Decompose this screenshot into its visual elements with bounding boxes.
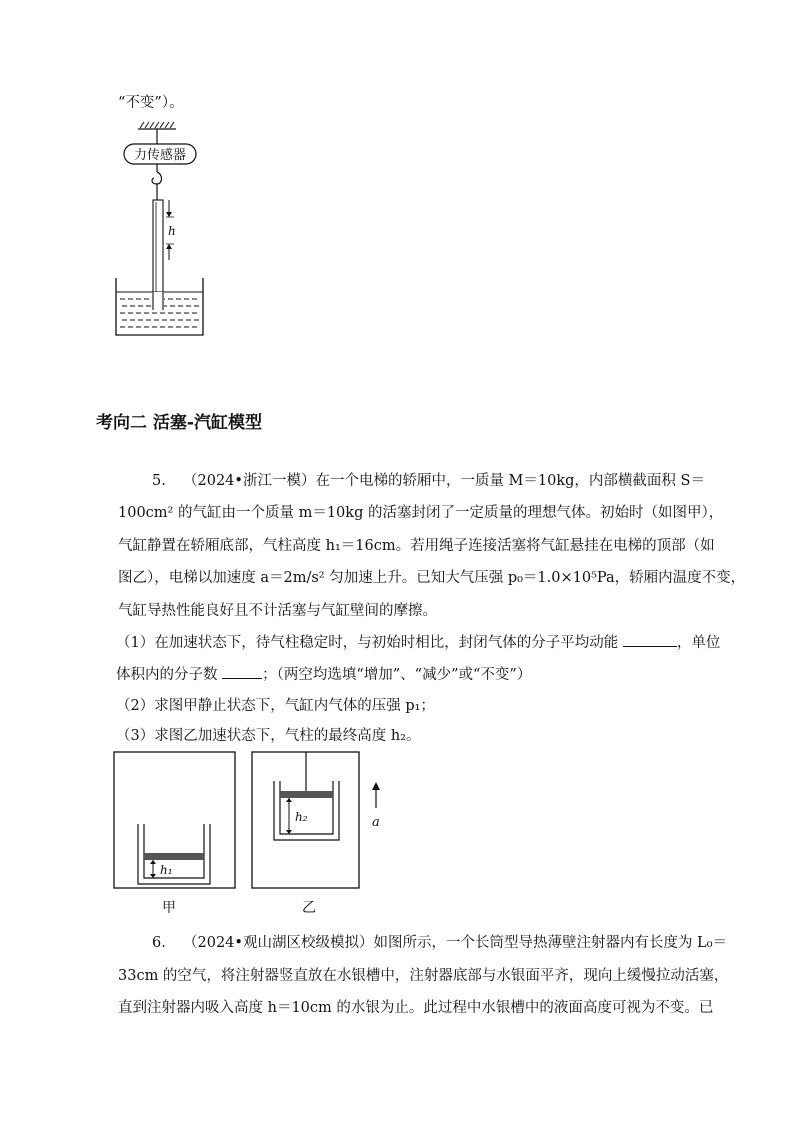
h1-label: h₁: [160, 863, 173, 877]
q1-text-d: ；（两空均选填“增加”、“减少”或“不变”）: [262, 667, 532, 683]
section-title: 考向二 活塞-汽缸模型: [96, 413, 262, 433]
q1-text-b: ，单位: [676, 635, 721, 651]
label-yi: 乙: [302, 900, 316, 916]
accel-label: a: [372, 815, 380, 830]
problem5-number: 5.: [152, 473, 166, 489]
problem5-line-2: 100cm² 的气缸由一个质量 m＝10kg 的活塞封闭了一定质量的理想气体。初始时（如图甲），: [118, 505, 724, 521]
piston-jia: [144, 853, 204, 860]
problem5-line-3: 气缸静置在轿厢底部，气柱高度 h₁＝16cm。若用绳子连接活塞将气缸悬挂在电梯的顶部（如: [118, 538, 715, 554]
q1-line-2: [116, 664, 531, 685]
h2-label: h₂: [295, 810, 308, 824]
q1-blank-1[interactable]: [623, 632, 677, 647]
q1-text-c: 体积内的分子数: [116, 667, 218, 683]
cylinder-figures: [110, 748, 410, 918]
sensor-label: 力传感器: [133, 148, 187, 163]
problem6-line-3: 直到注射器内吸入高度 h＝10cm 的水银为止。此过程中水银槽中的液面高度可视为不变。已: [118, 1000, 714, 1016]
problem6-line-2: 33cm 的空气，将注射器竖直放在水银槽中，注射器底部与水银面平齐，现向上缓慢拉动活塞，: [118, 968, 729, 984]
q2-text: （2）求图甲静止状态下，气缸内气体的压强 p₁；: [116, 698, 435, 714]
q3-text: （3）求图乙加速状态下，气柱的最终高度 h₂。: [116, 728, 421, 744]
force-sensor-figure: [100, 118, 210, 346]
problem5-line-5: 气缸导热性能良好且不计活塞与气缸壁间的摩擦。: [118, 603, 437, 619]
piston-yi: [280, 791, 333, 798]
elevator-frame-jia: [114, 752, 235, 888]
hook: [152, 172, 161, 184]
problem5-line-1: （2024•浙江一模）在一个电梯的轿厢中，一质量 M＝10kg，内部横截面积 S＝: [183, 473, 705, 489]
q1-text-a: （1）在加速状态下，待气柱稳定时，与初始时相比，封闭气体的分子平均动能: [116, 635, 619, 651]
problem6-number: 6.: [152, 935, 166, 951]
problem6-line-1: （2024•观山湖区校级模拟）如图所示，一个长筒型导热薄壁注射器内有长度为 L₀＝: [183, 935, 728, 951]
h-label: h: [168, 224, 176, 238]
label-jia: 甲: [162, 900, 176, 916]
q1-blank-2[interactable]: [222, 664, 262, 679]
problem5-line-4: 图乙），电梯以加速度 a＝2m/s² 匀加速上升。已知大气压强 p₀＝1.0×10⁵Pa，轿厢内温度不变，: [118, 570, 746, 586]
q1-line-1: [116, 632, 720, 653]
previous-problem-tail: “不变”）。: [118, 95, 184, 111]
